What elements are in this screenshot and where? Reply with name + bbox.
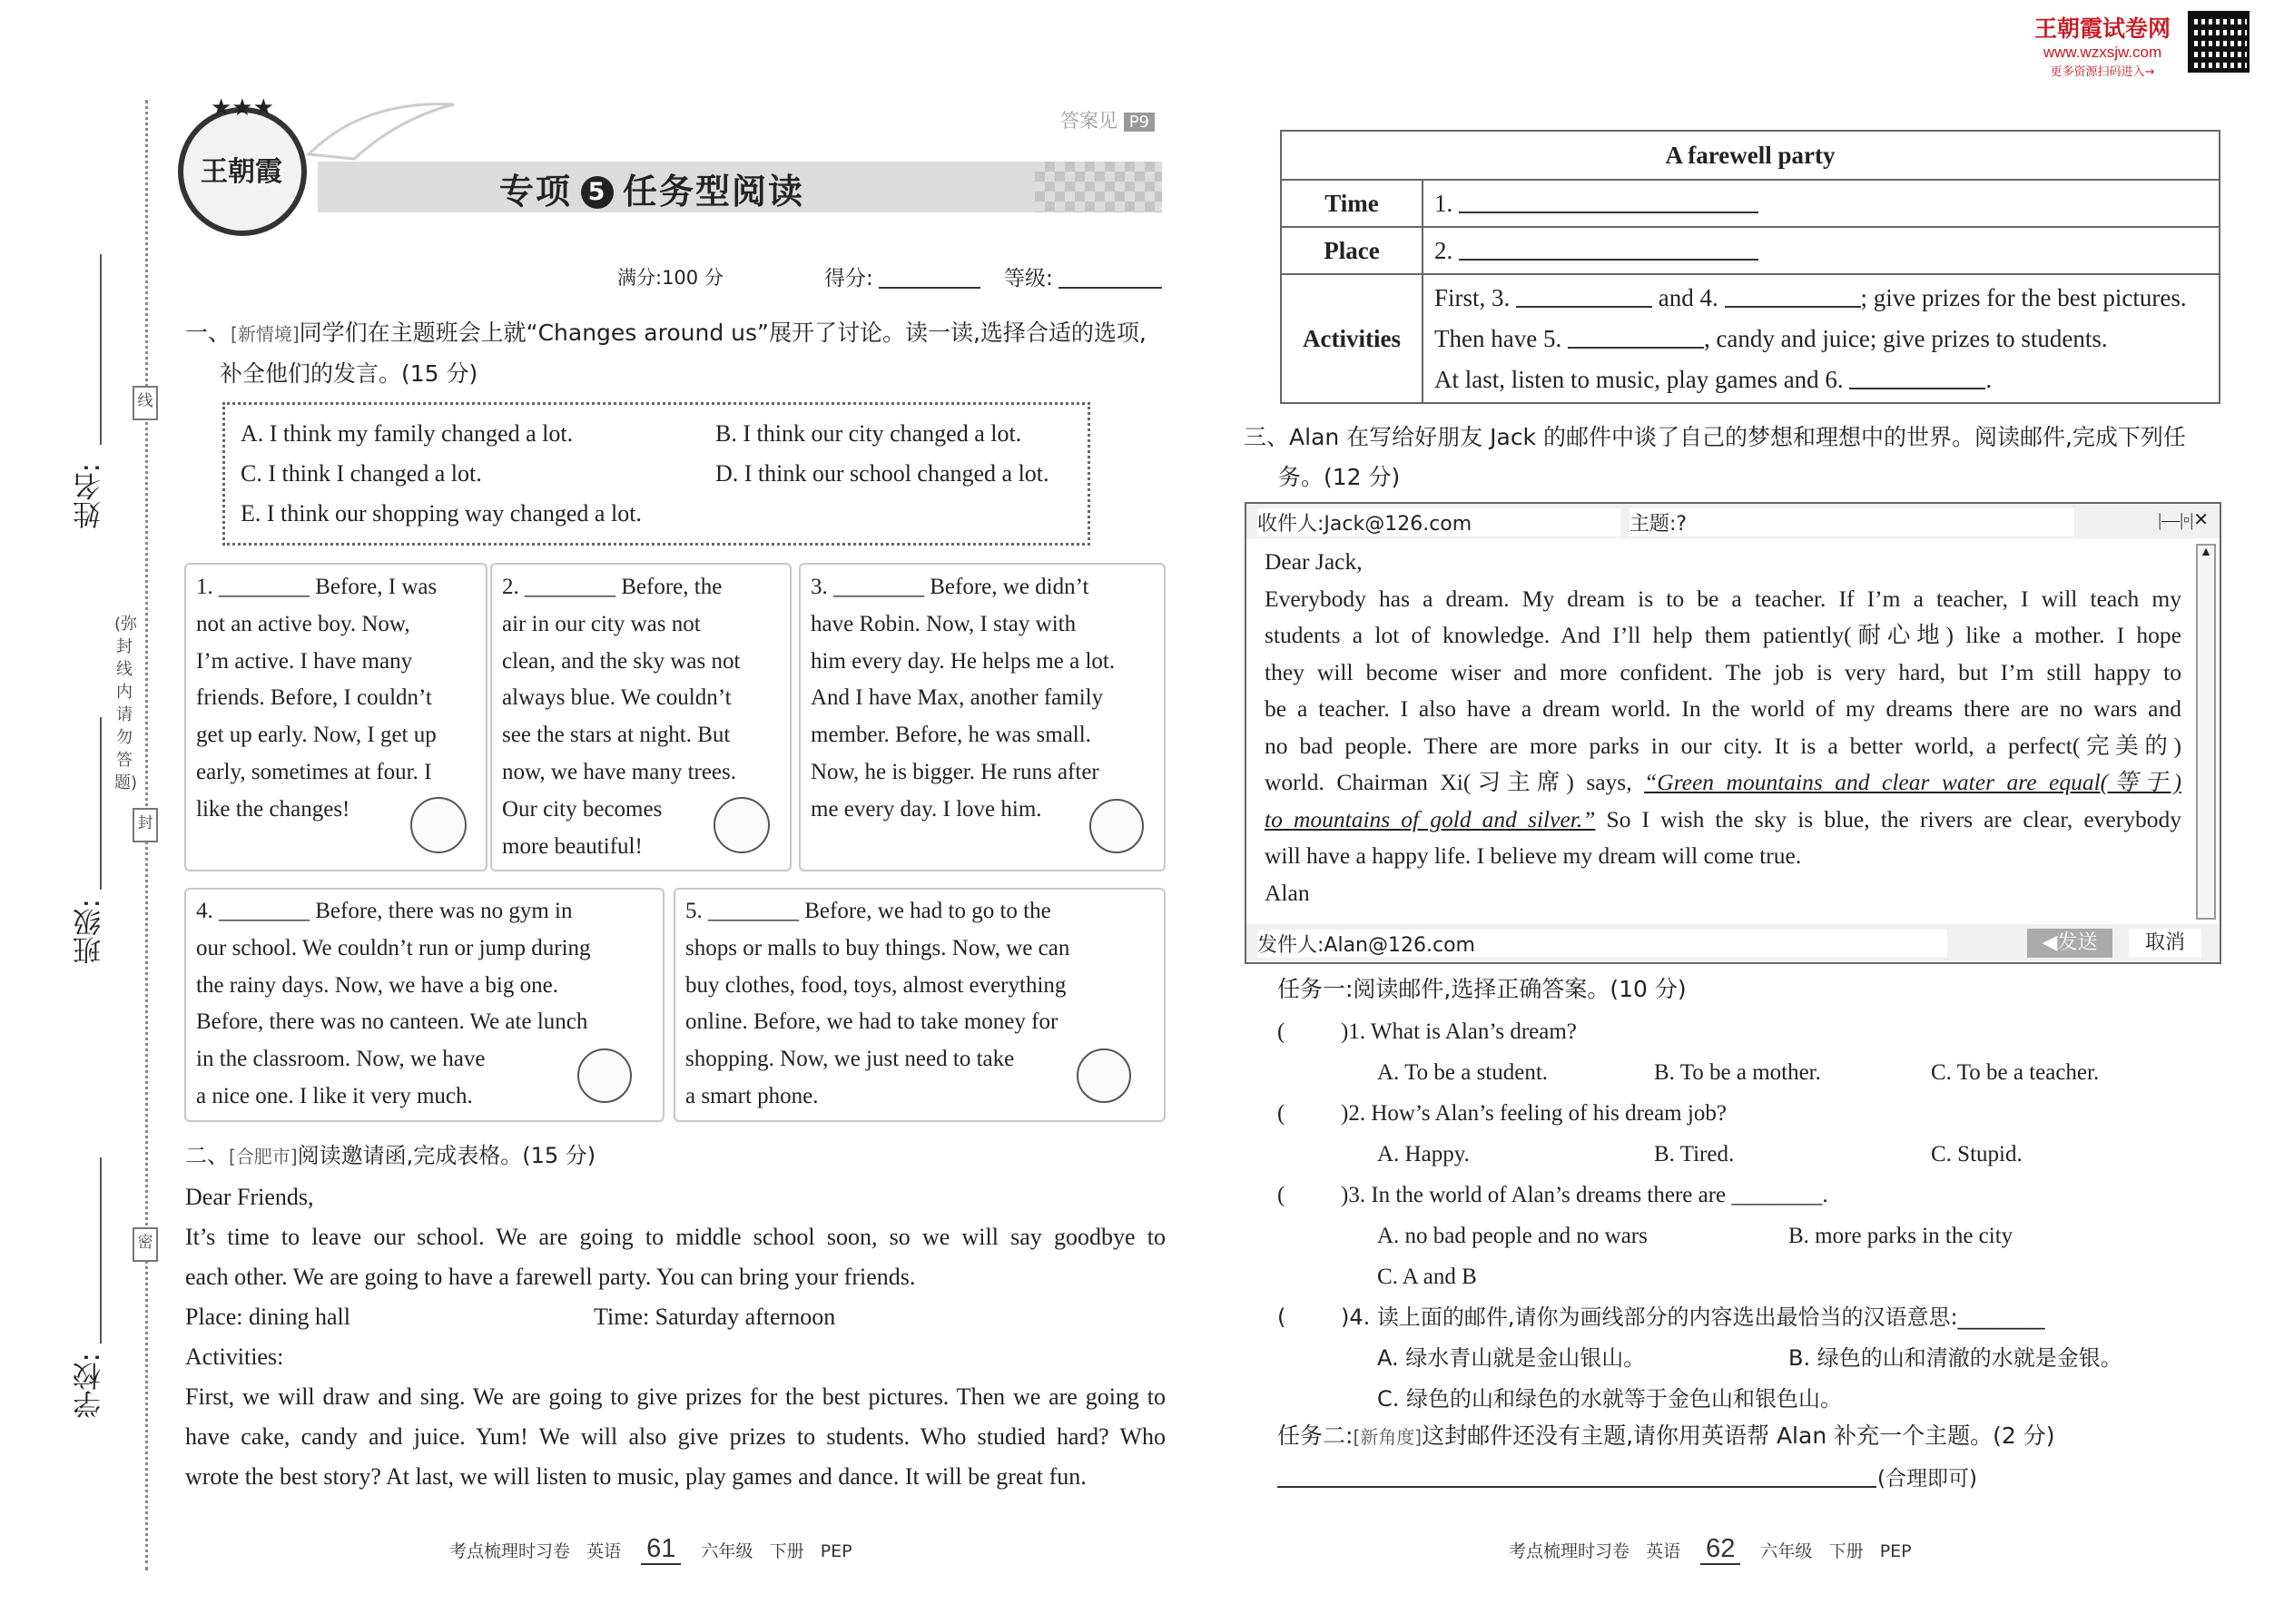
qr-code-icon[interactable]	[2188, 11, 2250, 73]
blank-1[interactable]	[1459, 192, 1758, 213]
card-2-line: now, we have many trees.	[502, 759, 737, 784]
blank-number: 2.	[1434, 236, 1453, 264]
card-2-line[interactable]: 2. ________ Before, the	[502, 575, 723, 599]
card-5-line: a smart phone.	[685, 1083, 819, 1108]
school-label: 学校:	[74, 1353, 106, 1419]
blank-3[interactable]	[1516, 286, 1652, 308]
section3-number: 三、	[1244, 424, 1290, 450]
card-3-line: Now, he is bigger. He runs after	[811, 759, 1099, 784]
time-cell	[1423, 180, 2220, 227]
underlined-quote: to mountains of gold and silver.”	[1265, 805, 1596, 832]
email-line: be a teacher. I also have a dream world. In the world of my dreams there are no wars and	[1265, 695, 2181, 722]
section1-tag-text: 新情境	[237, 323, 292, 345]
question-3	[1277, 1175, 2240, 1216]
email-greeting: Dear Jack,	[1265, 548, 1363, 575]
section3-text2: 务。(12 分)	[1278, 464, 1401, 490]
farewell-party-table	[1280, 130, 2220, 404]
card-1-text	[196, 569, 473, 829]
time-label: Time	[1281, 180, 1423, 227]
letter-line: First, we will draw and sing. We are going to give prizes for the best pictures. Then we are going to	[185, 1383, 1166, 1410]
card-5-line: buy clothes, food, toys, almost everything	[685, 972, 1067, 998]
email-line: Everybody has a dream. My dream is to be a teacher. If I’m a teacher, I will teach my	[1265, 585, 2181, 612]
answer-page: P9	[1124, 113, 1155, 132]
page-number: 62	[1700, 1534, 1740, 1565]
activity-line-3	[1434, 359, 2208, 400]
question-3-options	[1277, 1216, 2240, 1256]
option[interactable]: B. 绿色的山和清澈的水就是金银。	[1788, 1345, 2122, 1371]
footer-series: 考点梳理时习卷	[449, 1541, 571, 1561]
email-window	[1245, 502, 2221, 964]
option[interactable]: A. 绿水青山就是金山银山。	[1377, 1345, 1646, 1371]
blank-6[interactable]	[1849, 368, 1985, 389]
girl-face-icon	[1089, 799, 1144, 853]
card-2-line: Our city becomes	[502, 796, 663, 822]
cancel-button[interactable]: 取消	[2129, 929, 2201, 958]
brand-url[interactable]: www.wzxsjw.com	[2043, 44, 2162, 61]
section1-instructions	[185, 313, 1175, 394]
email-line	[1265, 802, 2181, 839]
card-3-line: me every day. I love him.	[811, 796, 1042, 822]
task2-note: (合理即可)	[1877, 1467, 1977, 1491]
footer-grade: 六年级	[701, 1541, 753, 1561]
section2-text: 阅读邀请函,完成表格。(15 分)	[297, 1143, 596, 1168]
email-to[interactable]: 收件人:Jack@126.com	[1257, 508, 1620, 536]
card-5-line: shops or malls to buy things. Now, we can	[685, 935, 1070, 960]
footer-term: 下册	[1828, 1541, 1864, 1561]
email-text: So I wish the sky is blue, the rivers are clear, everybody	[1595, 805, 2181, 832]
question-1-options	[1277, 1052, 2240, 1093]
question-2	[1277, 1093, 2240, 1134]
letter-line: wrote the best story? At last, we will listen to music, play games and dance. It will be great fun.	[185, 1463, 1087, 1490]
page-number: 61	[641, 1534, 681, 1565]
email-subject[interactable]: 主题:?	[1629, 508, 2074, 536]
boy-face-icon	[577, 1048, 632, 1103]
school-field[interactable]	[100, 1157, 102, 1343]
question-stem: )4. 读上面的邮件,请你为画线部分的内容选出最恰当的汉语意思:________	[1341, 1304, 2045, 1330]
task2-tag: [新角度]	[1353, 1426, 1423, 1448]
girl-face-icon	[1077, 1048, 1131, 1103]
card-5-line: online. Before, we had to take money for	[685, 1009, 1058, 1035]
full-score: 满分:100 分	[617, 267, 724, 289]
act-text: At last, listen to music, play games and 6.	[1434, 365, 1844, 393]
act-text: .	[1985, 365, 1993, 393]
card-2-line: clean, and the sky was not	[502, 648, 741, 674]
activities-cell	[1423, 274, 2220, 403]
section1-text1: 同学们在主题班会上就“Changes around us”展开了讨论。读一读,选择合适的选项,	[299, 320, 1147, 346]
card-1-line[interactable]: 1. ________ Before, I was	[196, 575, 438, 599]
footer-edition: PEP	[820, 1541, 852, 1561]
card-3-line: And I have Max, another family	[811, 685, 1104, 711]
card-4-line: our school. We couldn’t run or jump during	[196, 935, 591, 960]
letter-line: have cake, candy and juice. Yum! We will also give prizes to students. Who studied hard? Who	[185, 1423, 1166, 1450]
boy-face-icon	[410, 797, 467, 853]
grade-field[interactable]	[1058, 287, 1162, 289]
name-label: 姓名:	[74, 463, 106, 529]
class-label: 班级:	[74, 899, 106, 965]
boy-face-icon	[714, 797, 770, 853]
email-header-bar	[1246, 504, 2220, 538]
task2	[1277, 1418, 2054, 1451]
answer-ref-text: 答案见	[1060, 110, 1117, 132]
footer-edition: PEP	[1879, 1541, 1912, 1561]
question-4	[1277, 1297, 2240, 1338]
scrollbar[interactable]	[2196, 544, 2216, 920]
option-a: A. I think my family changed a lot.	[241, 420, 574, 447]
scroll-up-icon[interactable]: ▲	[2200, 546, 2212, 559]
card-3-line: him every day. He helps me a lot.	[811, 648, 1116, 674]
topic-number: 5	[581, 176, 614, 209]
act-text: ; give prizes for the best pictures.	[1860, 283, 2187, 311]
fold-mark: 线	[133, 386, 158, 420]
card-2-line: more beautiful!	[502, 833, 643, 859]
section2-tag: [合肥市]	[229, 1146, 298, 1167]
email-line: no bad people. There are more parks in our city. It is a better world, a perfect(完美的)	[1265, 732, 2181, 759]
logo-text: 王朝霞	[201, 156, 282, 188]
topic-title: 任务型阅读	[623, 172, 805, 212]
task2-answer-line[interactable]	[1277, 1486, 1876, 1488]
card-5-line: shopping. Now, we just need to take	[685, 1047, 1015, 1072]
task2-label: 任务二:	[1277, 1422, 1354, 1449]
question-4-options	[1277, 1338, 2240, 1379]
section1-tag: [新情境]	[231, 323, 300, 345]
section3-text1: Alan 在写给好朋友 Jack 的邮件中谈了自己的梦想和理想中的世界。阅读邮件,完成下列任	[1289, 424, 2186, 450]
class-field[interactable]	[100, 717, 102, 890]
activities-label: Activities	[1281, 274, 1423, 403]
place-cell	[1423, 227, 2220, 274]
name-field[interactable]	[100, 254, 102, 445]
footer-right	[1509, 1534, 1912, 1564]
ribbon-icon	[300, 91, 463, 163]
answer-ref	[1060, 106, 1155, 133]
card-3-line: member. Before, he was small.	[811, 723, 1091, 748]
letter-line: It’s time to leave our school. We are going to middle school soon, so we will say goodbye to	[185, 1224, 1166, 1250]
section1-number: 一、	[185, 320, 231, 346]
task2-text: 这封邮件还没有主题,请你用英语帮 Alan 补充一个主题。(2 分)	[1422, 1422, 2055, 1449]
letter-greeting: Dear Friends,	[185, 1184, 314, 1210]
brand-block	[2024, 11, 2181, 79]
option-b: B. I think our city changed a lot.	[715, 420, 1022, 447]
brand-name: 王朝霞试卷网	[2033, 15, 2171, 42]
question-2-options	[1277, 1134, 2240, 1175]
option[interactable]: C. Stupid.	[1931, 1142, 2023, 1166]
score-label: 得分:	[824, 267, 873, 290]
task1-title: 任务一:阅读邮件,选择正确答案。(10 分)	[1277, 976, 1687, 1002]
email-body	[1265, 544, 2181, 911]
blank-4[interactable]	[1725, 286, 1861, 308]
letter-time: Time: Saturday afternoon	[594, 1304, 836, 1330]
card-1-line: friends. Before, I couldn’t	[196, 685, 432, 711]
footer-left	[449, 1534, 852, 1564]
letter-line: each other. We are going to have a farewell party. You can bring your friends.	[185, 1264, 916, 1290]
card-1-line: not an active boy. Now,	[196, 611, 410, 636]
invitation-letter	[185, 1177, 1166, 1497]
letter-place: Place: dining hall	[185, 1304, 350, 1330]
email-from[interactable]: 发件人:Alan@126.com	[1257, 930, 1947, 958]
activity-line-2	[1434, 319, 2208, 359]
card-2-line: air in our city was not	[502, 611, 701, 636]
card-1-line: early, sometimes at four. I	[196, 759, 432, 784]
seal-note: (弥封线内请勿答题)	[114, 615, 138, 792]
email-footer-bar	[1246, 924, 2220, 962]
card-3-text	[811, 569, 1151, 829]
option[interactable]: A. no bad people and no wars	[1377, 1224, 1648, 1248]
section1-line1	[185, 313, 1175, 354]
blank-5[interactable]	[1568, 327, 1704, 349]
section1-text2: 补全他们的发言。(15 分)	[220, 360, 478, 387]
option[interactable]: A. Happy.	[1377, 1142, 1470, 1166]
brand-slogan: 更多资源扫码进入→	[2050, 65, 2155, 79]
card-4-line: the rainy days. Now, we have a big one.	[196, 972, 558, 998]
option[interactable]: B. more parks in the city	[1788, 1224, 2013, 1248]
letter-activities: Activities:	[185, 1343, 284, 1370]
answer-paren[interactable]: (	[1277, 1019, 1285, 1044]
card-2-line: always blue. We couldn’t	[502, 685, 732, 711]
grade-label: 等级:	[1004, 267, 1053, 290]
page-title	[499, 163, 804, 213]
footer-grade: 六年级	[1760, 1541, 1813, 1561]
card-4-line: a nice one. I like it very much.	[196, 1083, 473, 1108]
option[interactable]: B. Tired.	[1654, 1142, 1735, 1166]
footer-series: 考点梳理时习卷	[1509, 1541, 1630, 1561]
option-d: D. I think our school changed a lot.	[715, 460, 1049, 487]
task2-tag-text: 新角度	[1360, 1426, 1415, 1448]
email-line	[1265, 764, 2181, 802]
answer-paren[interactable]: (	[1277, 1304, 1286, 1330]
star-icon: ★★★	[211, 94, 274, 121]
option[interactable]: C. 绿色的山和绿色的水就等于金色山和银色山。	[1377, 1386, 1843, 1412]
act-text: and 4.	[1658, 283, 1718, 311]
card-3-line: have Robin. Now, I stay with	[811, 611, 1077, 636]
option-c: C. I think I changed a lot.	[241, 460, 482, 487]
seal-mark: 封	[133, 808, 158, 842]
topic-prefix: 专项	[499, 172, 573, 212]
option[interactable]: A. To be a student.	[1377, 1060, 1549, 1085]
email-line: they will become wiser and more confident. The job is very hard, but I’m still happy to	[1265, 658, 2181, 685]
place-label: Place	[1281, 227, 1423, 274]
footer-term: 下册	[769, 1541, 804, 1561]
card-1-line: get up early. Now, I get up	[196, 723, 437, 748]
blank-number: 1.	[1434, 189, 1453, 217]
card-3-line[interactable]: 3. ________ Before, we didn’t	[811, 575, 1089, 599]
card-4-line: in the classroom. Now, we have	[196, 1047, 486, 1072]
send-button[interactable]: ◀发送	[2027, 929, 2112, 958]
card-4-line[interactable]: 4. ________ Before, there was no gym in	[196, 899, 573, 923]
act-text: First, 3.	[1434, 283, 1511, 311]
question-stem: )3. In the world of Alan’s dreams there are ________.	[1341, 1183, 1828, 1207]
section2-instructions	[185, 1137, 596, 1169]
section3-instructions	[1244, 418, 2224, 497]
answer-paren[interactable]: (	[1277, 1183, 1285, 1207]
underlined-quote: “Green mountains and clear water are equal(等于)	[1644, 769, 2181, 795]
letter-place-time	[185, 1297, 1166, 1337]
seal2-mark: 密	[133, 1227, 158, 1262]
section2-tag-text: 合肥市	[235, 1146, 290, 1167]
questions	[1277, 1011, 2240, 1420]
footer-subject: 英语	[1646, 1541, 1681, 1561]
banner-pattern	[1035, 162, 1162, 212]
email-line: students a lot of knowledge. And I’ll help them patiently(耐心地) like a mother. I hope	[1265, 622, 2181, 648]
section2-number: 二、	[185, 1143, 229, 1168]
section3-line1	[1244, 418, 2224, 458]
question-stem: )2. How’s Alan’s feeling of his dream job?	[1341, 1101, 1727, 1126]
card-1-line: like the changes!	[196, 796, 350, 822]
question-1	[1277, 1011, 2240, 1052]
footer-subject: 英语	[586, 1541, 622, 1561]
question-3-option-c	[1277, 1256, 2240, 1297]
activity-line-1	[1434, 278, 2208, 319]
score-field[interactable]	[879, 287, 980, 289]
brand-logo	[178, 94, 307, 236]
card-2-line: see the stars at night. But	[502, 723, 731, 748]
card-1-line: I’m active. I have many	[196, 648, 413, 674]
option-e: E. I think our shopping way changed a lot.	[241, 500, 642, 527]
act-text: Then have 5.	[1434, 324, 1562, 352]
blank-2[interactable]	[1459, 239, 1758, 261]
window-controls-icon[interactable]: |—|▫|✕	[2158, 510, 2209, 530]
question-stem: )1. What is Alan’s dream?	[1341, 1019, 1577, 1044]
act-text: , candy and juice; give prizes to students.	[1703, 324, 2108, 352]
card-5-line[interactable]: 5. ________ Before, we had to go to the	[685, 899, 1051, 923]
question-4-option-c	[1277, 1379, 2240, 1420]
option[interactable]: C. To be a teacher.	[1931, 1060, 2100, 1085]
email-line: will have a happy life. I believe my dream will come true.	[1265, 842, 1802, 869]
option[interactable]: C. A and B	[1377, 1265, 1477, 1289]
card-4-line: Before, there was no canteen. We ate lunch	[196, 1009, 588, 1035]
table-title: A farewell party	[1281, 131, 2220, 180]
answer-paren[interactable]: (	[1277, 1101, 1285, 1126]
email-text: world. Chairman Xi(习主席) says,	[1265, 769, 1645, 795]
email-signature: Alan	[1265, 879, 1310, 906]
option[interactable]: B. To be a mother.	[1654, 1060, 1821, 1085]
